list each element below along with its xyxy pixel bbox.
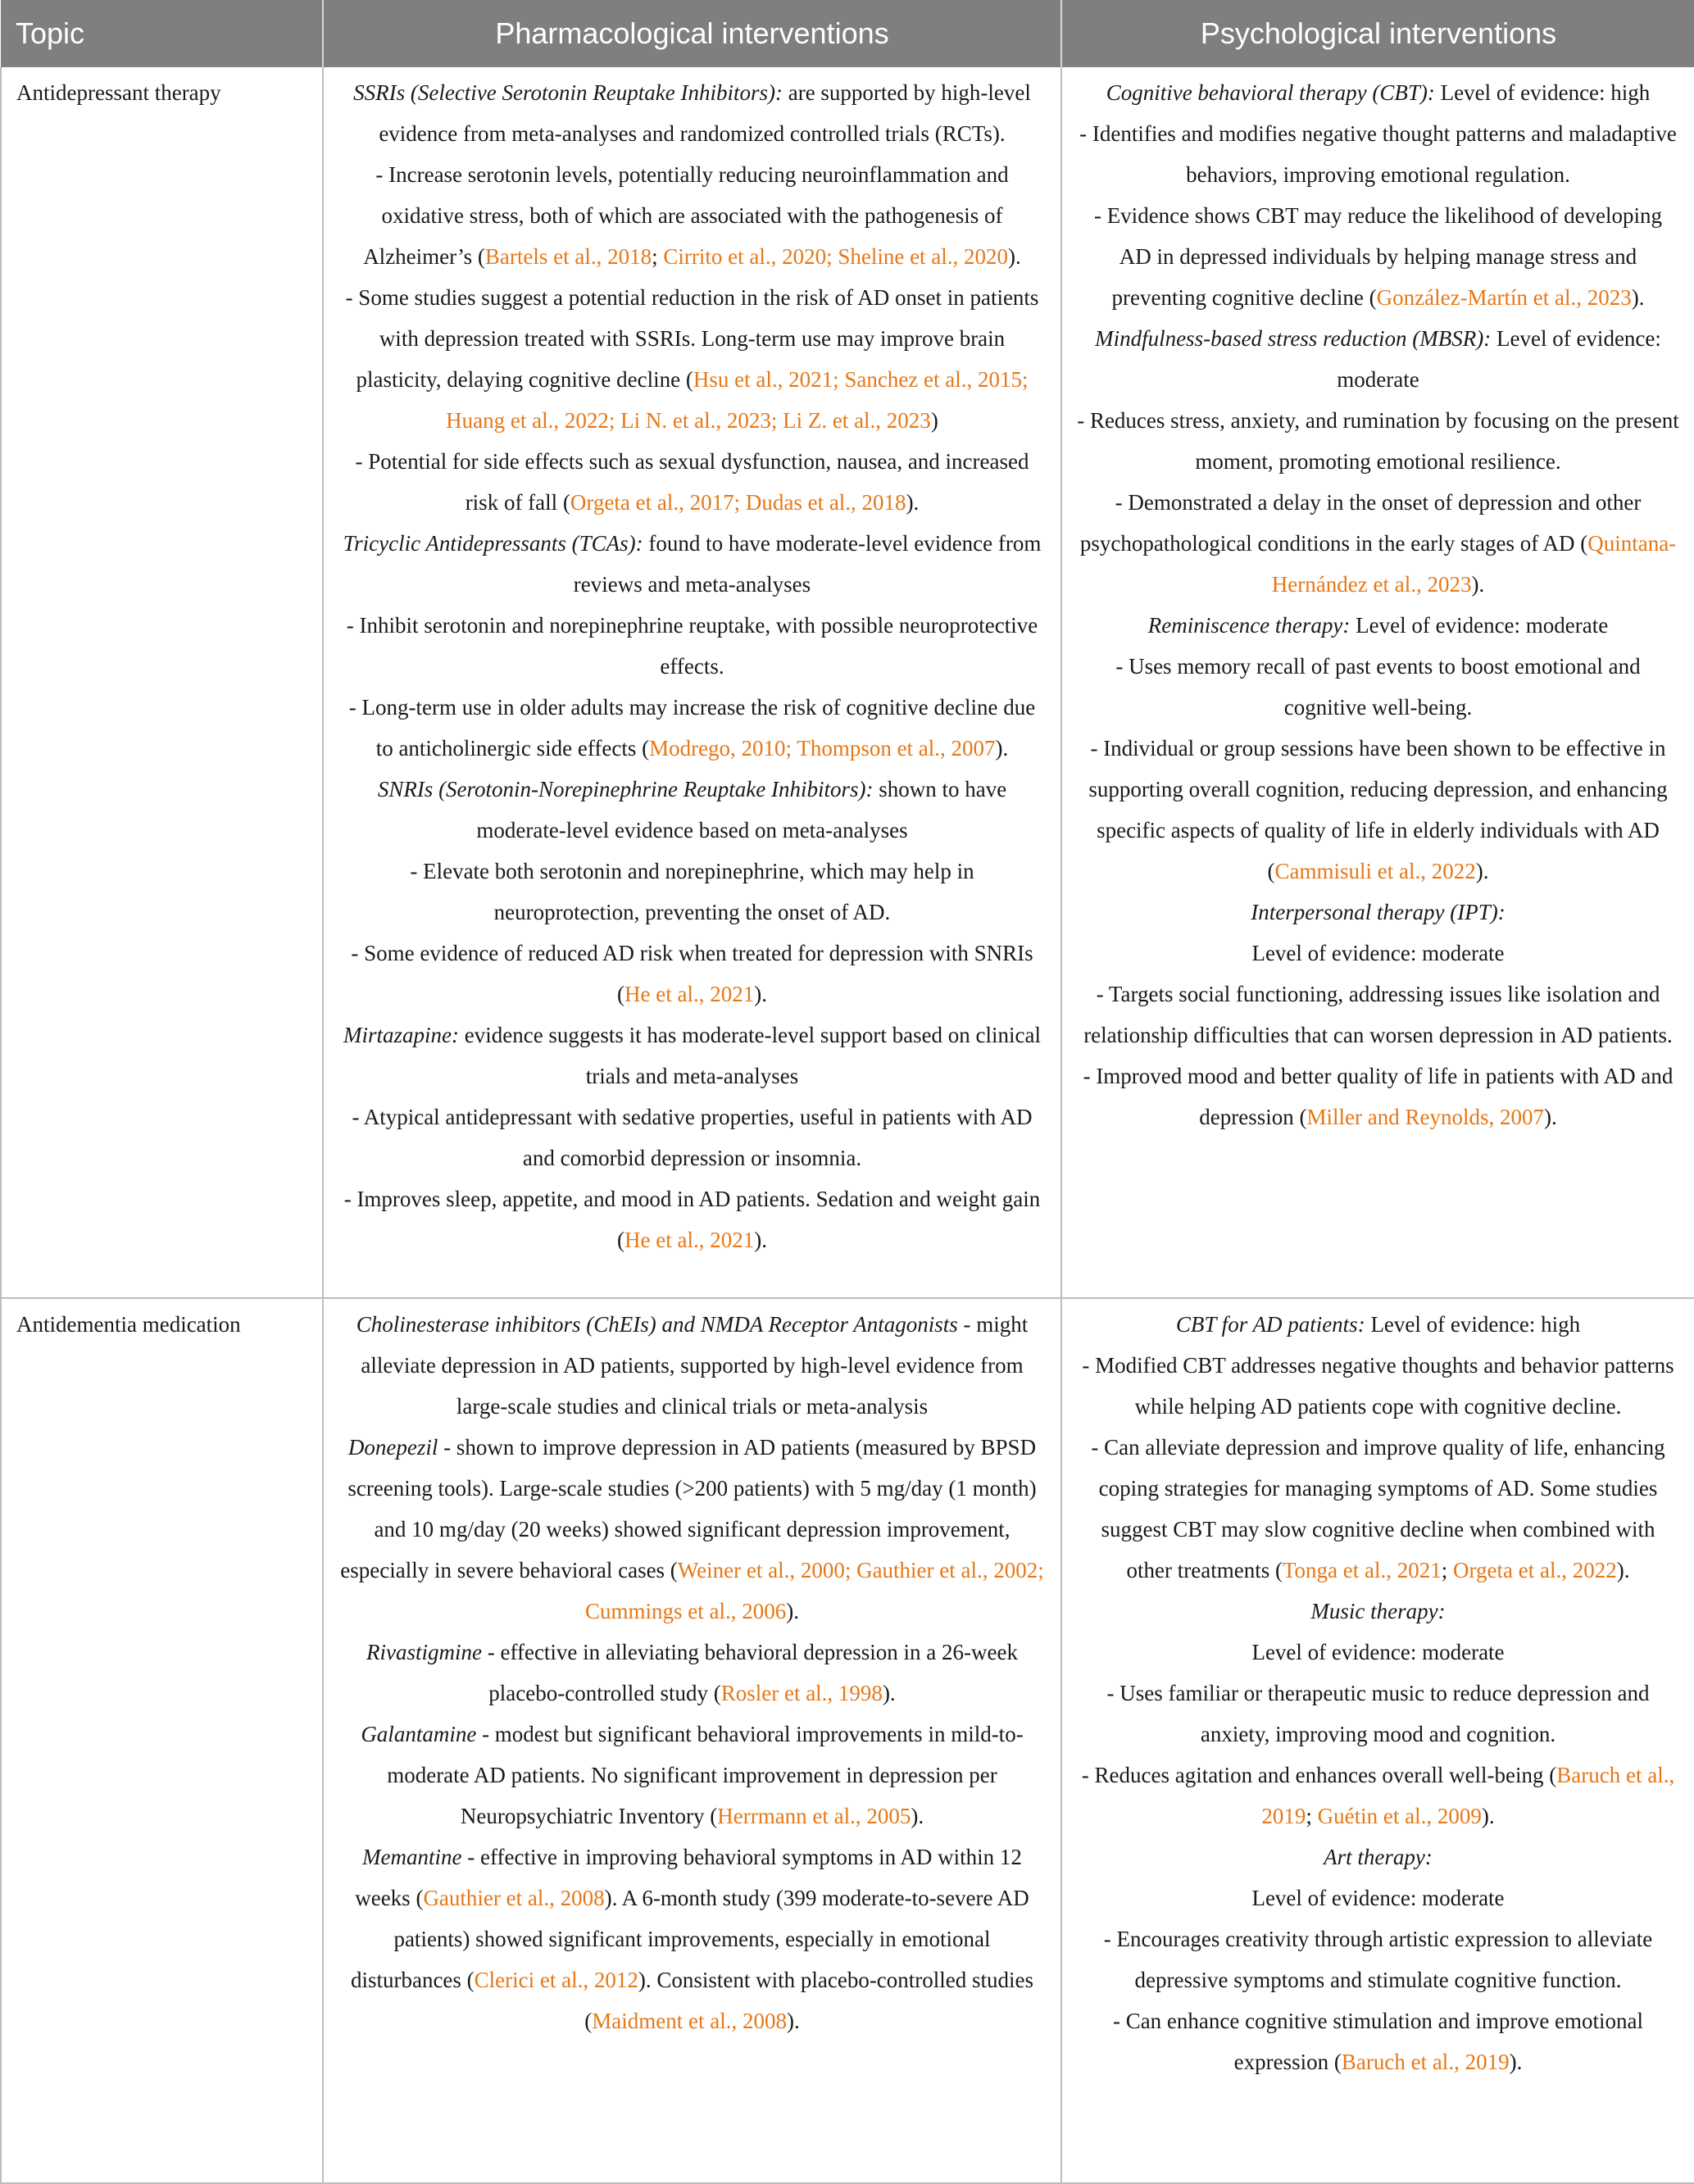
text-line	[338, 154, 1046, 277]
citation-link[interactable]: Bartels et al., 2018	[484, 244, 652, 269]
text-line	[338, 72, 1046, 154]
intervention-name: Cognitive behavioral therapy (CBT):	[1106, 80, 1435, 105]
intervention-name: Rivastigmine	[366, 1640, 482, 1664]
text-line	[1077, 1427, 1679, 1591]
text-line	[1077, 318, 1679, 400]
text-run: - Demonstrated a delay in the onset of depression and other psychopathological conditions in the early stages of AD (	[1079, 490, 1642, 556]
text-run: Level of evidence: moderate	[1251, 1640, 1505, 1664]
intervention-name: SSRIs (Selective Serotonin Reuptake Inhibitors):	[353, 80, 783, 105]
text-run: - Encourages creativity through artistic expression to alleviate depressive symptoms and stimulate cognitive function.	[1103, 1927, 1653, 1992]
table-row-antidementia	[1, 1298, 1694, 2183]
text-run: - Uses familiar or therapeutic music to reduce depression and anxiety, improving mood and cognition.	[1106, 1681, 1650, 1746]
citation-link[interactable]: Miller and Reynolds, 2007	[1306, 1105, 1544, 1129]
citation-link[interactable]: Tonga et al., 2021	[1282, 1558, 1442, 1582]
intervention-name: Art therapy:	[1324, 1845, 1433, 1869]
text-run: - Long-term use in older adults may increase the risk of cognitive decline due to anticholinergic side effects (	[348, 695, 1036, 761]
text-run: - Targets social functioning, addressing issues like isolation and relationship difficulties that can worsen depression in AD patients.	[1083, 982, 1673, 1047]
text-run: - Individual or group sessions have been shown to be effective in supporting overall cognition, reducing depression, and enhancing specific aspects of quality of life in elderly individuals with AD (	[1088, 736, 1668, 883]
header-pharmacological: Pharmacological interventions	[323, 0, 1061, 67]
intervention-name: Mirtazapine:	[343, 1023, 459, 1047]
intervention-name: Music therapy:	[1310, 1599, 1446, 1623]
text-run: ;	[1306, 1804, 1318, 1828]
text-line	[1077, 113, 1679, 195]
psychological-cell	[1061, 67, 1694, 1298]
text-run: - effective in alleviating behavioral depression in a 26-week placebo-controlled study (	[481, 1640, 1018, 1705]
citation-link[interactable]: Cirrito et al., 2020; Sheline et al., 2020	[663, 244, 1009, 269]
header-row	[1, 0, 1694, 67]
text-run: ).	[1631, 285, 1645, 310]
citation-link[interactable]: Cammisuli et al., 2022	[1274, 859, 1476, 883]
text-run: ).	[995, 736, 1009, 761]
text-run: - Some evidence of reduced AD risk when treated for depression with SNRIs (	[351, 941, 1033, 1006]
pharmacological-cell	[323, 1298, 1061, 2183]
text-line	[338, 1632, 1046, 1714]
intervention-name: Galantamine	[361, 1722, 477, 1746]
text-run: - Uses memory recall of past events to boost emotional and cognitive well-being.	[1115, 654, 1641, 720]
intervention-name: CBT for AD patients:	[1175, 1312, 1365, 1337]
intervention-name: SNRIs (Serotonin-Norepinephrine Reuptake Inhibitors):	[377, 777, 874, 801]
text-run: - might alleviate depression in AD patients, supported by high-level evidence from large-scale studies and clinical trials or meta-analysis	[361, 1312, 1029, 1419]
text-run: ).	[1471, 572, 1485, 597]
citation-link[interactable]: Orgeta et al., 2022	[1453, 1558, 1617, 1582]
citation-link[interactable]: Orgeta et al., 2017; Dudas et al., 2018	[570, 490, 906, 515]
text-run: - Improved mood and better quality of life in patients with AD and depression (	[1083, 1064, 1674, 1129]
text-run: - Identifies and modifies negative thought patterns and maladaptive behaviors, improving emotional regulation.	[1079, 121, 1677, 187]
text-line	[1077, 400, 1679, 482]
text-line	[1077, 72, 1679, 113]
text-run: ).	[906, 490, 920, 515]
text-run: ;	[1441, 1558, 1454, 1582]
citation-link[interactable]: Rosler et al., 1998	[720, 1681, 883, 1705]
text-run: - Atypical antidepressant with sedative properties, useful in patients with AD and comorbid depression or insomnia.	[352, 1105, 1033, 1170]
intervention-name: Mindfulness-based stress reduction (MBSR):	[1095, 326, 1492, 351]
intervention-name: Tricyclic Antidepressants (TCAs):	[343, 531, 643, 556]
text-run: - Some studies suggest a potential reduction in the risk of AD onset in patients with depression treated with SSRIs. Long-term use may improve brain plasticity, delaying cognitive decline (	[345, 285, 1039, 392]
citation-link[interactable]: González-Martín et al., 2023	[1376, 285, 1632, 310]
text-line	[338, 1178, 1046, 1260]
text-run: - Modified CBT addresses negative thoughts and behavior patterns while helping AD patients cope with cognitive decline.	[1082, 1353, 1674, 1419]
text-run: ).	[1616, 1558, 1630, 1582]
text-run: - effective in improving behavioral symptoms in AD within 12 weeks (	[355, 1845, 1022, 1910]
pharmacological-cell	[323, 67, 1061, 1298]
intervention-name: Cholinesterase inhibitors (ChEIs) and NMDA Receptor Antagonists	[356, 1312, 958, 1337]
text-line	[338, 277, 1046, 441]
topic-cell: Antidepressant therapy	[1, 67, 323, 1298]
citation-link[interactable]: Quintana-Hernández et al., 2023	[1271, 531, 1677, 597]
text-run: - Potential for side effects such as sexual dysfunction, nausea, and increased risk of fall (	[355, 449, 1029, 515]
text-line	[1077, 892, 1679, 933]
text-run: - Improves sleep, appetite, and mood in AD patients. Sedation and weight gain (	[343, 1187, 1041, 1252]
text-line	[1077, 1755, 1679, 1837]
text-run: - modest but significant behavioral improvements in mild-to-moderate AD patients. No significant improvement in depression per Neuropsychiatric Inventory (	[387, 1722, 1024, 1828]
citation-link[interactable]: Baruch et al., 2019	[1261, 1763, 1675, 1828]
psychological-cell	[1061, 1298, 1694, 2183]
text-line	[1077, 1918, 1679, 2000]
citation-link[interactable]: He et al., 2021	[624, 1228, 755, 1252]
text-run: ).	[1543, 1105, 1557, 1129]
text-line	[1077, 1878, 1679, 1918]
text-run: Level of evidence: moderate	[1350, 613, 1609, 638]
text-run: ).	[882, 1681, 896, 1705]
text-line	[1077, 728, 1679, 892]
citation-link[interactable]: Hsu et al., 2021; Sanchez et al., 2015; Huang et al., 2022; Li N. et al., 2023; Li Z. et al., 2023	[446, 367, 1029, 433]
topic-cell: Antidementia medication	[1, 1298, 323, 2183]
citation-link[interactable]: Modrego, 2010; Thompson et al., 2007	[649, 736, 996, 761]
text-line	[338, 1097, 1046, 1178]
text-line	[1077, 1056, 1679, 1137]
intervention-name: Memantine	[362, 1845, 462, 1869]
text-run: - Elevate both serotonin and norepinephrine, which may help in neuroprotection, preventing the onset of AD.	[410, 859, 974, 924]
citation-link[interactable]: Herrmann et al., 2005	[717, 1804, 911, 1828]
text-line	[1077, 605, 1679, 646]
citation-link[interactable]: Weiner et al., 2000; Gauthier et al., 2002; Cummings et al., 2006	[585, 1558, 1044, 1623]
intervention-name: Interpersonal therapy (IPT):	[1251, 900, 1506, 924]
pharmacological-text	[338, 1304, 1046, 2041]
text-line	[1077, 1304, 1679, 1345]
citation-link[interactable]: Clerici et al., 2012	[474, 1968, 638, 1992]
text-run: - shown to improve depression in AD patients (measured by BPSD screening tools). Large-scale studies (>200 patients) with 5 mg/day (1 month) and 10 mg/day (20 weeks) showed significant depression improvement, especially in severe behavioral cases (	[340, 1435, 1037, 1582]
citation-link[interactable]: Guétin et al., 2009	[1317, 1804, 1482, 1828]
psychological-text	[1077, 1304, 1679, 2082]
text-line	[1077, 1837, 1679, 1878]
text-line	[338, 441, 1046, 523]
text-run: found to have moderate-level evidence from reviews and meta-analyses	[573, 531, 1042, 597]
text-line	[1077, 482, 1679, 605]
text-line	[1077, 646, 1679, 728]
citation-link[interactable]: Maidment et al., 2008	[592, 2009, 787, 2033]
citation-link[interactable]: Baruch et al., 2019	[1341, 2050, 1510, 2074]
text-line	[1077, 195, 1679, 318]
text-run: - Increase serotonin levels, potentially reducing neuroinflammation and oxidative stress, both of which are associated with the pathogenesis of Alzheimer’s (	[363, 162, 1009, 269]
text-run: are supported by high-level evidence from meta-analyses and randomized controlled trials (RCTs).	[379, 80, 1031, 146]
text-run: ).	[1008, 244, 1021, 269]
text-line	[338, 1427, 1046, 1632]
text-line	[338, 851, 1046, 933]
text-run: Level of evidence: moderate	[1251, 941, 1505, 965]
psychological-text	[1077, 72, 1679, 1137]
text-line	[338, 1837, 1046, 2041]
text-line	[1077, 933, 1679, 974]
text-run: ).	[754, 982, 767, 1006]
text-line	[338, 1015, 1046, 1097]
pharmacological-text	[338, 72, 1046, 1260]
text-run: ).	[911, 1804, 924, 1828]
text-run: - Inhibit serotonin and norepinephrine reuptake, with possible neuroprotective effects.	[346, 613, 1038, 679]
text-run: ).	[786, 2009, 800, 2033]
intervention-name: Reminiscence therapy:	[1147, 613, 1351, 638]
text-line	[338, 933, 1046, 1015]
text-line	[338, 1304, 1046, 1427]
text-run: - Can enhance cognitive stimulation and improve emotional expression (	[1112, 2009, 1644, 2074]
text-line	[1077, 1673, 1679, 1755]
text-run: ;	[652, 244, 664, 269]
citation-link[interactable]: Gauthier et al., 2008	[423, 1886, 605, 1910]
text-run: - Can alleviate depression and improve quality of life, enhancing coping strategies for managing symptoms of AD. Some studies suggest CBT may slow cognitive decline when combined with other treatments (	[1091, 1435, 1665, 1582]
text-line	[338, 523, 1046, 605]
citation-link[interactable]: He et al., 2021	[624, 982, 755, 1006]
text-run: )	[930, 408, 938, 433]
text-run: Level of evidence: moderate	[1337, 326, 1661, 392]
text-line	[1077, 1591, 1679, 1632]
table-row-antidepressant	[1, 67, 1694, 1298]
text-run: shown to have moderate-level evidence based on meta-analyses	[476, 777, 1007, 842]
text-run: ).	[754, 1228, 767, 1252]
text-line	[1077, 2000, 1679, 2082]
text-run: - Reduces stress, anxiety, and rumination by focusing on the present moment, promoting emotional resilience.	[1077, 408, 1679, 474]
text-run: ).	[1481, 1804, 1495, 1828]
text-run: Level of evidence: moderate	[1251, 1886, 1505, 1910]
text-line	[1077, 974, 1679, 1056]
header-topic: Topic	[1, 0, 323, 67]
intervention-name: Donepezil	[347, 1435, 438, 1460]
text-line	[338, 769, 1046, 851]
text-line	[338, 687, 1046, 769]
text-run: evidence suggests it has moderate-level support based on clinical trials and meta-analyses	[458, 1023, 1042, 1088]
text-line	[338, 605, 1046, 687]
text-line	[1077, 1632, 1679, 1673]
text-run: Level of evidence: high	[1434, 80, 1651, 105]
text-run: ). A 6-month study (399 moderate-to-severe AD patients) showed significant improvements, especially in emotional disturbances (	[350, 1886, 1029, 1992]
text-line	[338, 1714, 1046, 1837]
text-run: - Evidence shows CBT may reduce the likelihood of developing AD in depressed individuals by helping manage stress and preventing cognitive decline (	[1093, 203, 1663, 310]
header-psychological: Psychological interventions	[1061, 0, 1694, 67]
text-run: ). Consistent with placebo-controlled studies (	[584, 1968, 1034, 2033]
text-run: - Reduces agitation and enhances overall well-being (	[1081, 1763, 1557, 1787]
text-run: ).	[786, 1599, 799, 1623]
text-run: Level of evidence: high	[1365, 1312, 1581, 1337]
text-run: ).	[1475, 859, 1489, 883]
text-line	[1077, 1345, 1679, 1427]
text-run: ).	[1509, 2050, 1523, 2074]
